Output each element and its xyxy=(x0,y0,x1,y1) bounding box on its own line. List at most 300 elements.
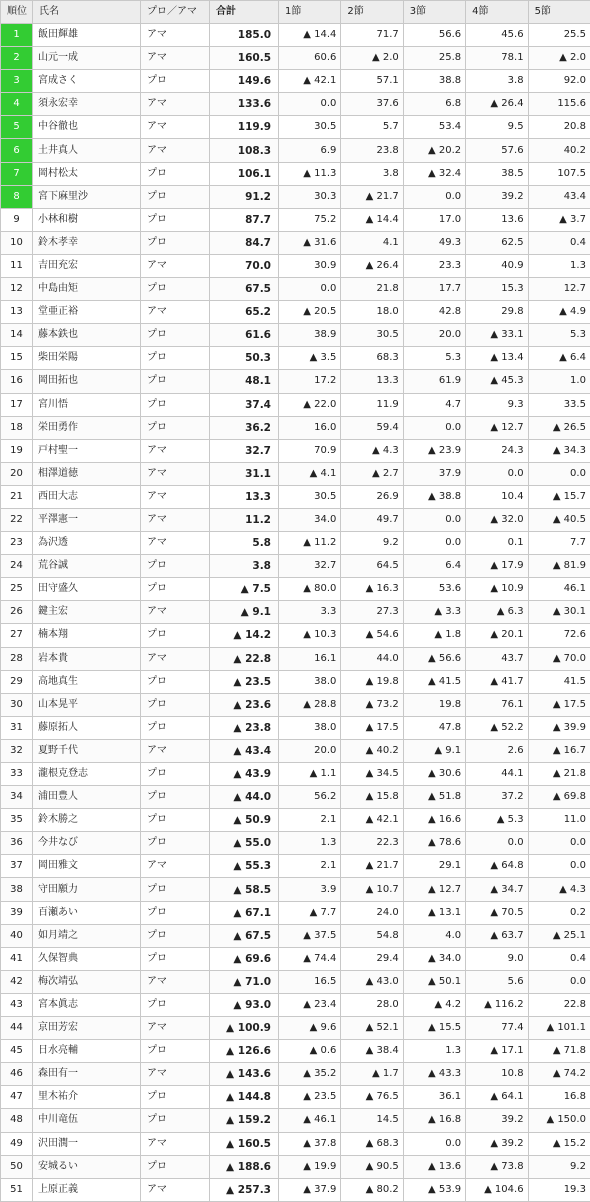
total-cell: ▲ 159.2 xyxy=(210,1109,279,1132)
section-3-cell: 1.3 xyxy=(403,1040,465,1063)
rank-cell: 31 xyxy=(1,716,33,739)
section-5-cell: 107.5 xyxy=(528,162,590,185)
rank-cell: 40 xyxy=(1,924,33,947)
total-cell: ▲ 43.9 xyxy=(210,763,279,786)
total-cell: 67.5 xyxy=(210,278,279,301)
section-4-cell: 0.0 xyxy=(466,832,528,855)
section-5-cell: 20.8 xyxy=(528,116,590,139)
rank-cell: 19 xyxy=(1,439,33,462)
section-2-cell: ▲ 4.3 xyxy=(341,439,403,462)
rank-cell: 17 xyxy=(1,393,33,416)
section-3-cell: 36.1 xyxy=(403,1086,465,1109)
table-row xyxy=(1,901,590,924)
section-2-cell: ▲ 16.3 xyxy=(341,578,403,601)
section-3-cell: 53.6 xyxy=(403,578,465,601)
section-5-cell: 0.4 xyxy=(528,947,590,970)
section-5-cell: ▲ 16.7 xyxy=(528,739,590,762)
rank-cell: 29 xyxy=(1,670,33,693)
table-row xyxy=(1,855,590,878)
section-5-cell: ▲ 26.5 xyxy=(528,416,590,439)
rank-cell: 43 xyxy=(1,993,33,1016)
section-3-cell: 42.8 xyxy=(403,301,465,324)
table-row xyxy=(1,924,590,947)
section-5-cell: ▲ 6.4 xyxy=(528,347,590,370)
rank-cell: 10 xyxy=(1,231,33,254)
section-2-cell: ▲ 68.3 xyxy=(341,1132,403,1155)
section-1-cell: 30.9 xyxy=(279,254,341,277)
section-1-cell: ▲ 19.9 xyxy=(279,1155,341,1178)
total-cell: ▲ 69.6 xyxy=(210,947,279,970)
total-cell: 11.2 xyxy=(210,508,279,531)
table-row xyxy=(1,555,590,578)
section-3-cell: ▲ 53.9 xyxy=(403,1178,465,1201)
section-1-cell: 16.0 xyxy=(279,416,341,439)
name-cell: 瀧根克登志 xyxy=(33,763,141,786)
table-row xyxy=(1,370,590,393)
name-cell: 鈴木孝幸 xyxy=(33,231,141,254)
total-cell: ▲ 50.9 xyxy=(210,809,279,832)
name-cell: 鈴木勝之 xyxy=(33,809,141,832)
section-3-cell: ▲ 4.2 xyxy=(403,993,465,1016)
rank-cell: 46 xyxy=(1,1063,33,1086)
section-4-cell: ▲ 116.2 xyxy=(466,993,528,1016)
name-cell: 岡田拓也 xyxy=(33,370,141,393)
header-row xyxy=(1,1,590,24)
section-5-cell: ▲ 25.1 xyxy=(528,924,590,947)
section-1-cell: ▲ 3.5 xyxy=(279,347,341,370)
section-4-cell: 38.5 xyxy=(466,162,528,185)
name-cell: 飯田輝雄 xyxy=(33,24,141,47)
type-cell: アマ xyxy=(141,647,210,670)
rank-cell: 51 xyxy=(1,1178,33,1201)
table-row xyxy=(1,70,590,93)
name-cell: 宮本眞志 xyxy=(33,993,141,1016)
rank-cell: 34 xyxy=(1,786,33,809)
total-cell: 160.5 xyxy=(210,47,279,70)
rank-cell: 8 xyxy=(1,185,33,208)
type-cell: アマ xyxy=(141,24,210,47)
table-row xyxy=(1,1155,590,1178)
total-cell: ▲ 67.1 xyxy=(210,901,279,924)
name-cell: 土井真人 xyxy=(33,139,141,162)
name-cell: 京田芳宏 xyxy=(33,1017,141,1040)
section-5-cell: ▲ 101.1 xyxy=(528,1017,590,1040)
table-row xyxy=(1,508,590,531)
total-cell: 48.1 xyxy=(210,370,279,393)
type-cell: プロ xyxy=(141,416,210,439)
section-2-cell: 49.7 xyxy=(341,508,403,531)
total-cell: ▲ 55.0 xyxy=(210,832,279,855)
section-5-cell: 41.5 xyxy=(528,670,590,693)
type-cell: プロ xyxy=(141,231,210,254)
name-cell: 岡田雅文 xyxy=(33,855,141,878)
section-2-cell: 44.0 xyxy=(341,647,403,670)
section-2-cell: 54.8 xyxy=(341,924,403,947)
rank-cell: 2 xyxy=(1,47,33,70)
name-cell: 宮川悟 xyxy=(33,393,141,416)
section-1-cell: 20.0 xyxy=(279,739,341,762)
header-section-3: 3節 xyxy=(403,1,465,24)
section-4-cell: ▲ 34.7 xyxy=(466,878,528,901)
section-5-cell: 43.4 xyxy=(528,185,590,208)
name-cell: 日水亮輔 xyxy=(33,1040,141,1063)
section-3-cell: 19.8 xyxy=(403,693,465,716)
table-row xyxy=(1,116,590,139)
section-5-cell: ▲ 4.9 xyxy=(528,301,590,324)
section-5-cell: 22.8 xyxy=(528,993,590,1016)
section-1-cell: 17.2 xyxy=(279,370,341,393)
section-4-cell: 39.2 xyxy=(466,185,528,208)
section-3-cell: 49.3 xyxy=(403,231,465,254)
section-2-cell: ▲ 38.4 xyxy=(341,1040,403,1063)
section-4-cell: ▲ 33.1 xyxy=(466,324,528,347)
section-5-cell: 19.3 xyxy=(528,1178,590,1201)
name-cell: 今井なび xyxy=(33,832,141,855)
table-row xyxy=(1,1132,590,1155)
section-2-cell: ▲ 43.0 xyxy=(341,970,403,993)
type-cell: プロ xyxy=(141,1155,210,1178)
total-cell: 87.7 xyxy=(210,208,279,231)
rank-cell: 36 xyxy=(1,832,33,855)
table-row xyxy=(1,578,590,601)
section-2-cell: ▲ 15.8 xyxy=(341,786,403,809)
type-cell: プロ xyxy=(141,947,210,970)
section-5-cell: 0.2 xyxy=(528,901,590,924)
rank-cell: 6 xyxy=(1,139,33,162)
rank-cell: 9 xyxy=(1,208,33,231)
section-3-cell: ▲ 51.8 xyxy=(403,786,465,809)
section-1-cell: 0.0 xyxy=(279,93,341,116)
section-2-cell: 30.5 xyxy=(341,324,403,347)
total-cell: 61.6 xyxy=(210,324,279,347)
section-2-cell: ▲ 54.6 xyxy=(341,624,403,647)
name-cell: 山元一成 xyxy=(33,47,141,70)
section-2-cell: 21.8 xyxy=(341,278,403,301)
section-2-cell: 28.0 xyxy=(341,993,403,1016)
table-row xyxy=(1,1040,590,1063)
section-3-cell: 6.4 xyxy=(403,555,465,578)
total-cell: 37.4 xyxy=(210,393,279,416)
type-cell: プロ xyxy=(141,763,210,786)
table-row xyxy=(1,393,590,416)
table-row xyxy=(1,278,590,301)
total-cell: ▲ 55.3 xyxy=(210,855,279,878)
section-1-cell: 38.9 xyxy=(279,324,341,347)
section-5-cell: 1.0 xyxy=(528,370,590,393)
section-5-cell: ▲ 71.8 xyxy=(528,1040,590,1063)
section-5-cell: 40.2 xyxy=(528,139,590,162)
total-cell: 3.8 xyxy=(210,555,279,578)
section-4-cell: 29.8 xyxy=(466,301,528,324)
type-cell: プロ xyxy=(141,70,210,93)
type-cell: プロ xyxy=(141,208,210,231)
name-cell: 小林和樹 xyxy=(33,208,141,231)
section-5-cell: 0.0 xyxy=(528,855,590,878)
section-4-cell: 0.0 xyxy=(466,462,528,485)
section-1-cell: 30.5 xyxy=(279,485,341,508)
section-5-cell: ▲ 21.8 xyxy=(528,763,590,786)
header-section-1: 1節 xyxy=(279,1,341,24)
section-2-cell: 27.3 xyxy=(341,601,403,624)
section-4-cell: 39.2 xyxy=(466,1109,528,1132)
section-2-cell: 4.1 xyxy=(341,231,403,254)
section-3-cell: 0.0 xyxy=(403,532,465,555)
table-row xyxy=(1,832,590,855)
total-cell: 84.7 xyxy=(210,231,279,254)
rank-cell: 27 xyxy=(1,624,33,647)
section-4-cell: ▲ 13.4 xyxy=(466,347,528,370)
type-cell: プロ xyxy=(141,993,210,1016)
total-cell: ▲ 43.4 xyxy=(210,739,279,762)
section-2-cell: ▲ 90.5 xyxy=(341,1155,403,1178)
name-cell: 為沢透 xyxy=(33,532,141,555)
total-cell: ▲ 44.0 xyxy=(210,786,279,809)
name-cell: 荒谷誠 xyxy=(33,555,141,578)
section-1-cell: ▲ 1.1 xyxy=(279,763,341,786)
section-4-cell: 9.3 xyxy=(466,393,528,416)
table-row xyxy=(1,93,590,116)
header-total: 合計 xyxy=(210,1,279,24)
section-1-cell: ▲ 11.2 xyxy=(279,532,341,555)
section-4-cell: 43.7 xyxy=(466,647,528,670)
total-cell: ▲ 58.5 xyxy=(210,878,279,901)
section-3-cell: ▲ 12.7 xyxy=(403,878,465,901)
section-1-cell: 38.0 xyxy=(279,716,341,739)
section-3-cell: ▲ 13.6 xyxy=(403,1155,465,1178)
section-2-cell: 71.7 xyxy=(341,24,403,47)
name-cell: 高地真生 xyxy=(33,670,141,693)
section-3-cell: 47.8 xyxy=(403,716,465,739)
header-section-5: 5節 xyxy=(528,1,590,24)
name-cell: 藤原拓人 xyxy=(33,716,141,739)
section-4-cell: 10.4 xyxy=(466,485,528,508)
total-cell: 149.6 xyxy=(210,70,279,93)
section-3-cell: ▲ 16.8 xyxy=(403,1109,465,1132)
section-1-cell: ▲ 74.4 xyxy=(279,947,341,970)
total-cell: 32.7 xyxy=(210,439,279,462)
section-3-cell: ▲ 13.1 xyxy=(403,901,465,924)
type-cell: アマ xyxy=(141,254,210,277)
table-row xyxy=(1,786,590,809)
table-row xyxy=(1,301,590,324)
name-cell: 守田願力 xyxy=(33,878,141,901)
section-4-cell: ▲ 73.8 xyxy=(466,1155,528,1178)
type-cell: プロ xyxy=(141,693,210,716)
section-4-cell: ▲ 39.2 xyxy=(466,1132,528,1155)
section-3-cell: ▲ 20.2 xyxy=(403,139,465,162)
type-cell: プロ xyxy=(141,185,210,208)
header-section-2: 2節 xyxy=(341,1,403,24)
table-row xyxy=(1,993,590,1016)
section-1-cell: ▲ 11.3 xyxy=(279,162,341,185)
section-3-cell: ▲ 50.1 xyxy=(403,970,465,993)
type-cell: アマ xyxy=(141,1178,210,1201)
name-cell: 如月靖之 xyxy=(33,924,141,947)
type-cell: プロ xyxy=(141,624,210,647)
section-4-cell: ▲ 32.0 xyxy=(466,508,528,531)
type-cell: プロ xyxy=(141,716,210,739)
section-2-cell: ▲ 2.0 xyxy=(341,47,403,70)
section-2-cell: ▲ 80.2 xyxy=(341,1178,403,1201)
section-5-cell: ▲ 17.5 xyxy=(528,693,590,716)
total-cell: 106.1 xyxy=(210,162,279,185)
section-4-cell: 78.1 xyxy=(466,47,528,70)
total-cell: 133.6 xyxy=(210,93,279,116)
section-4-cell: ▲ 41.7 xyxy=(466,670,528,693)
section-3-cell: 0.0 xyxy=(403,508,465,531)
table-body xyxy=(1,24,590,1202)
table-row xyxy=(1,878,590,901)
section-5-cell: ▲ 3.7 xyxy=(528,208,590,231)
section-2-cell: 3.8 xyxy=(341,162,403,185)
section-1-cell: 75.2 xyxy=(279,208,341,231)
name-cell: 百瀬あい xyxy=(33,901,141,924)
section-5-cell: ▲ 40.5 xyxy=(528,508,590,531)
name-cell: 吉田充宏 xyxy=(33,254,141,277)
section-4-cell: ▲ 10.9 xyxy=(466,578,528,601)
type-cell: アマ xyxy=(141,301,210,324)
section-2-cell: 5.7 xyxy=(341,116,403,139)
section-4-cell: ▲ 26.4 xyxy=(466,93,528,116)
total-cell: ▲ 23.6 xyxy=(210,693,279,716)
section-4-cell: 24.3 xyxy=(466,439,528,462)
section-2-cell: 26.9 xyxy=(341,485,403,508)
section-4-cell: 62.5 xyxy=(466,231,528,254)
rank-cell: 45 xyxy=(1,1040,33,1063)
type-cell: アマ xyxy=(141,1017,210,1040)
rank-cell: 35 xyxy=(1,809,33,832)
section-2-cell: 22.3 xyxy=(341,832,403,855)
section-2-cell: 59.4 xyxy=(341,416,403,439)
section-4-cell: ▲ 12.7 xyxy=(466,416,528,439)
section-2-cell: 13.3 xyxy=(341,370,403,393)
rank-cell: 37 xyxy=(1,855,33,878)
rank-cell: 26 xyxy=(1,601,33,624)
rank-cell: 16 xyxy=(1,370,33,393)
total-cell: ▲ 93.0 xyxy=(210,993,279,1016)
name-cell: 宮成さく xyxy=(33,70,141,93)
section-4-cell: 13.6 xyxy=(466,208,528,231)
section-2-cell: ▲ 14.4 xyxy=(341,208,403,231)
section-2-cell: 9.2 xyxy=(341,532,403,555)
total-cell: ▲ 67.5 xyxy=(210,924,279,947)
section-3-cell: 56.6 xyxy=(403,24,465,47)
section-3-cell: ▲ 56.6 xyxy=(403,647,465,670)
total-cell: ▲ 7.5 xyxy=(210,578,279,601)
table-row xyxy=(1,739,590,762)
section-1-cell: 32.7 xyxy=(279,555,341,578)
type-cell: アマ xyxy=(141,1132,210,1155)
section-2-cell: ▲ 34.5 xyxy=(341,763,403,786)
type-cell: アマ xyxy=(141,508,210,531)
section-1-cell: 70.9 xyxy=(279,439,341,462)
section-1-cell: 2.1 xyxy=(279,855,341,878)
section-2-cell: ▲ 1.7 xyxy=(341,1063,403,1086)
type-cell: プロ xyxy=(141,324,210,347)
table-row xyxy=(1,532,590,555)
table-row xyxy=(1,462,590,485)
section-5-cell: ▲ 4.3 xyxy=(528,878,590,901)
total-cell: 36.2 xyxy=(210,416,279,439)
total-cell: ▲ 143.6 xyxy=(210,1063,279,1086)
type-cell: プロ xyxy=(141,809,210,832)
section-5-cell: ▲ 15.2 xyxy=(528,1132,590,1155)
type-cell: プロ xyxy=(141,878,210,901)
type-cell: アマ xyxy=(141,601,210,624)
section-3-cell: ▲ 3.3 xyxy=(403,601,465,624)
section-2-cell: ▲ 10.7 xyxy=(341,878,403,901)
table-row xyxy=(1,947,590,970)
table-row xyxy=(1,1178,590,1201)
section-4-cell: ▲ 45.3 xyxy=(466,370,528,393)
section-1-cell: 38.0 xyxy=(279,670,341,693)
section-4-cell: 9.5 xyxy=(466,116,528,139)
section-5-cell: ▲ 2.0 xyxy=(528,47,590,70)
section-3-cell: 25.8 xyxy=(403,47,465,70)
section-4-cell: ▲ 17.9 xyxy=(466,555,528,578)
name-cell: 上原正義 xyxy=(33,1178,141,1201)
total-cell: 31.1 xyxy=(210,462,279,485)
total-cell: 119.9 xyxy=(210,116,279,139)
name-cell: 中谷徹也 xyxy=(33,116,141,139)
section-4-cell: 57.6 xyxy=(466,139,528,162)
rank-cell: 24 xyxy=(1,555,33,578)
table-row xyxy=(1,185,590,208)
rank-cell: 14 xyxy=(1,324,33,347)
section-1-cell: ▲ 35.2 xyxy=(279,1063,341,1086)
rank-cell: 47 xyxy=(1,1086,33,1109)
rank-cell: 33 xyxy=(1,763,33,786)
section-2-cell: ▲ 76.5 xyxy=(341,1086,403,1109)
name-cell: 宮下麻里沙 xyxy=(33,185,141,208)
section-1-cell: ▲ 0.6 xyxy=(279,1040,341,1063)
section-5-cell: 92.0 xyxy=(528,70,590,93)
name-cell: 堂亜正裕 xyxy=(33,301,141,324)
section-1-cell: 34.0 xyxy=(279,508,341,531)
section-5-cell: 72.6 xyxy=(528,624,590,647)
section-1-cell: 60.6 xyxy=(279,47,341,70)
section-2-cell: ▲ 40.2 xyxy=(341,739,403,762)
section-1-cell: ▲ 31.6 xyxy=(279,231,341,254)
section-1-cell: ▲ 37.9 xyxy=(279,1178,341,1201)
section-3-cell: 6.8 xyxy=(403,93,465,116)
header-name: 氏名 xyxy=(33,1,141,24)
rank-cell: 30 xyxy=(1,693,33,716)
section-1-cell: ▲ 7.7 xyxy=(279,901,341,924)
type-cell: アマ xyxy=(141,970,210,993)
section-5-cell: ▲ 34.3 xyxy=(528,439,590,462)
section-5-cell: 1.3 xyxy=(528,254,590,277)
table-row xyxy=(1,347,590,370)
rank-cell: 1 xyxy=(1,24,33,47)
table-row xyxy=(1,624,590,647)
rank-cell: 11 xyxy=(1,254,33,277)
rank-cell: 39 xyxy=(1,901,33,924)
table-row xyxy=(1,439,590,462)
section-3-cell: 37.9 xyxy=(403,462,465,485)
section-5-cell: 9.2 xyxy=(528,1155,590,1178)
name-cell: 西田大志 xyxy=(33,485,141,508)
type-cell: プロ xyxy=(141,393,210,416)
section-3-cell: 29.1 xyxy=(403,855,465,878)
type-cell: プロ xyxy=(141,578,210,601)
section-5-cell: 7.7 xyxy=(528,532,590,555)
type-cell: プロ xyxy=(141,555,210,578)
name-cell: 夏野千代 xyxy=(33,739,141,762)
type-cell: アマ xyxy=(141,855,210,878)
section-4-cell: ▲ 6.3 xyxy=(466,601,528,624)
section-3-cell: ▲ 38.8 xyxy=(403,485,465,508)
